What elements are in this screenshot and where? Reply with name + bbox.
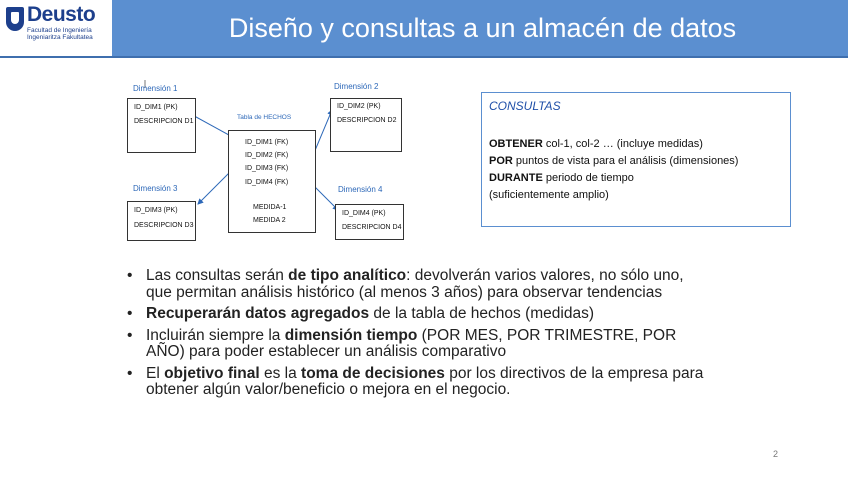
consultas-heading: CONSULTAS [489,99,561,113]
page-number: 2 [773,449,779,459]
bullet-dot-icon: • [127,305,133,322]
deusto-logo [0,0,112,56]
dim4-desc: DESCRIPCION D4 [342,224,402,231]
fact-table [228,130,316,233]
dimension-4-label: Dimensión 4 [338,185,383,194]
dimension-2-label: Dimensión 2 [334,82,379,91]
fact-table-title: Tabla de HECHOS [237,114,292,121]
bullet-item: • Recuperarán datos agregados de la tabla de hechos (medidas) [127,305,594,322]
bullet-dot-icon: • [127,326,133,344]
bullet-dot-icon: • [127,267,133,284]
dim3-desc: DESCRIPCION D3 [134,222,194,229]
dimension-1-label: Dimensión 1 [133,84,178,93]
consultas-line: POR puntos de vista para el análisis (dimensiones) [489,155,739,167]
consultas-line: OBTENER col-1, col-2 … (incluye medidas) [489,138,703,150]
fact-fk1: ID_DIM1 (FK) [245,139,289,146]
dimension-1-table [127,98,196,153]
bullet-item: • Las consultas serán de tipo analítico: devolverán varios valores, no sólo uno, que permitan análisis histórico (al menos 3 años) para observar tendencias [127,267,684,301]
fact-fk4: ID_DIM4 (FK) [245,179,289,186]
consultas-line: DURANTE periodo de tiempo [489,172,634,184]
logo-name: Deusto [27,3,96,26]
dim1-pk: ID_DIM1 (PK) [134,104,178,111]
star-schema-diagram [120,78,420,238]
dimension-2-table [330,98,402,152]
dim2-pk: ID_DIM2 (PK) [337,103,381,110]
consultas-lines [489,136,738,204]
arrow-dim3 [198,171,231,204]
fact-measure-2: MEDIDA 2 [253,217,286,224]
bullet-item: • Incluirán siempre la dimensión tiempo (POR MES, POR TRIMESTRE, POR AÑO) para poder establecer un análisis comparativo [127,326,677,360]
slide-header [0,0,848,58]
dim1-desc: DESCRIPCION D1 [134,118,194,125]
logo-subtitle: Facultad de Ingeniería Ingeniaritza Fakultatea [27,27,93,41]
consultas-line: (suficientemente amplio) [489,189,609,201]
dim3-pk: ID_DIM3 (PK) [134,207,178,214]
dim2-desc: DESCRIPCION D2 [337,117,397,124]
bullet-item: • El objetivo final es la toma de decisiones por los directivos de la empresa para obtener algún valor/beneficio o mejora en el negocio. [127,364,704,398]
fact-measure-1: MEDIDA-1 [253,204,287,211]
dimension-3-label: Dimensión 3 [133,184,178,193]
university-shield-icon [6,7,24,31]
slide-title: Diseño y consultas a un almacén de datos [228,13,737,43]
fact-fk3: ID_DIM3 (FK) [245,165,289,172]
dim4-pk: ID_DIM4 (PK) [342,210,386,217]
dimension-3-table [127,201,196,241]
fact-fk2: ID_DIM2 (FK) [245,152,289,159]
dimension-4-table [335,204,404,240]
bullet-list [127,268,707,404]
consultas-box [481,92,791,227]
bullet-dot-icon: • [127,364,133,382]
